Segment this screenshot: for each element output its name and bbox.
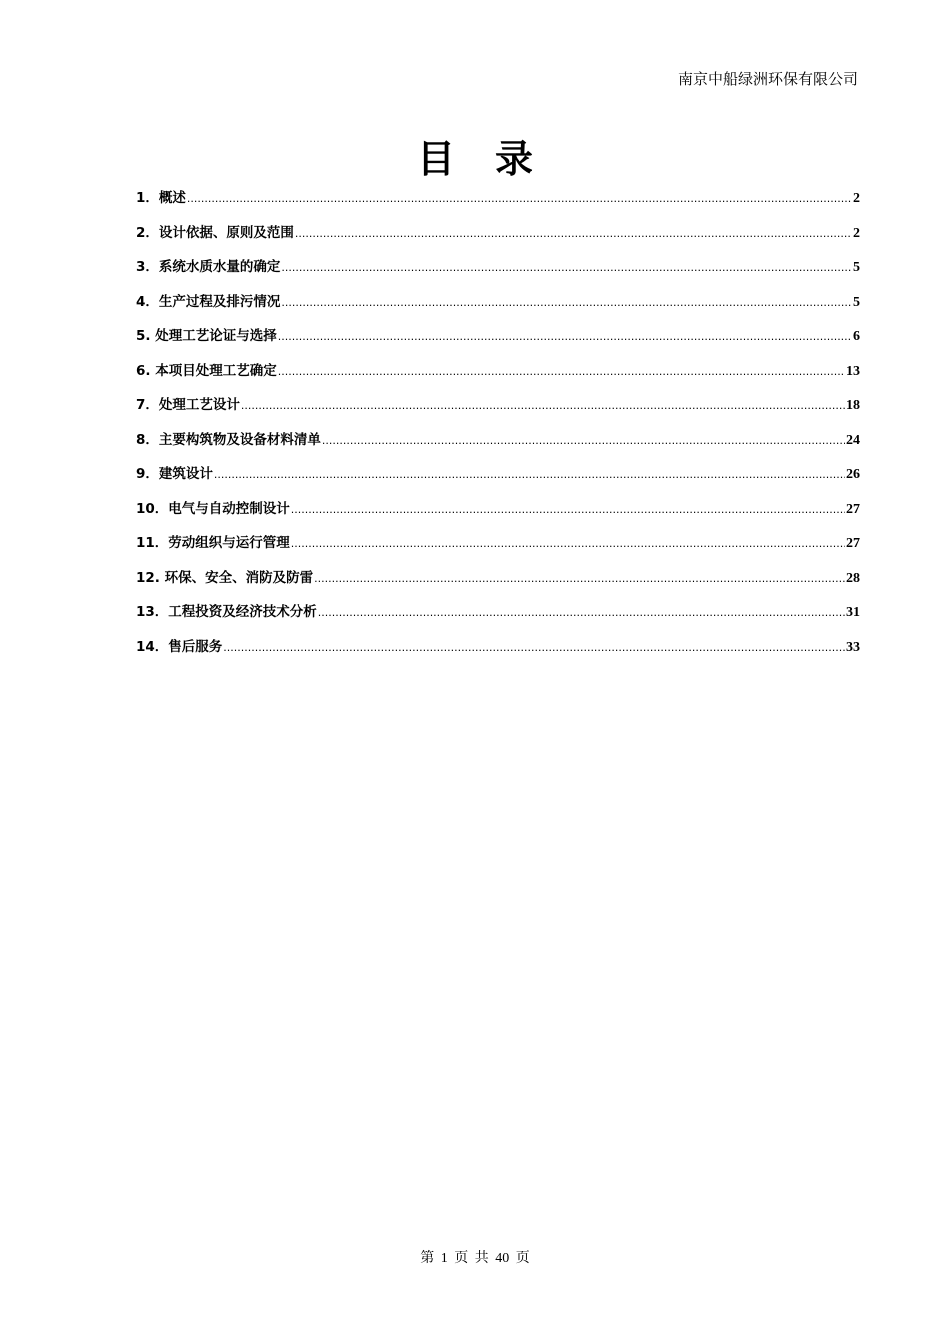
- toc-entry-page: 27: [846, 501, 860, 517]
- toc-leader-dots: [278, 330, 852, 343]
- toc-entry[interactable]: [136, 186, 860, 221]
- toc-entry[interactable]: [136, 324, 860, 359]
- toc-leader-dots: [223, 641, 845, 654]
- toc-entry-page: 2: [853, 191, 860, 206]
- toc-entry-label: 12. 环保、安全、消防及防雷: [136, 569, 314, 586]
- toc-entry-label: 4．生产过程及排污情况: [136, 293, 281, 310]
- toc-entry[interactable]: [136, 428, 860, 463]
- toc-entry-page: 31: [846, 605, 860, 620]
- toc-entry-label: 9．建筑设计: [136, 466, 213, 482]
- toc-entry-label: 13．工程投资及经济技术分析: [136, 604, 317, 620]
- toc-entry-label: 1．概述: [136, 190, 186, 206]
- toc-entry-label: 8．主要构筑物及设备材料清单: [136, 431, 321, 448]
- toc-leader-dots: [214, 468, 845, 481]
- toc-entry[interactable]: [136, 255, 860, 290]
- toc-entry-page: 18: [846, 398, 860, 413]
- toc-leader-dots: [281, 261, 852, 274]
- toc-entry-label: 5. 处理工艺论证与选择: [136, 328, 277, 344]
- page-title: 目录: [416, 137, 573, 181]
- toc-entry-label: 2．设计依据、原则及范围: [136, 224, 294, 241]
- toc-entry[interactable]: [136, 497, 860, 532]
- toc-entry-label: 11．劳动组织与运行管理: [136, 535, 290, 551]
- toc-entry-page: 24: [846, 432, 860, 448]
- toc-entry[interactable]: [136, 531, 860, 566]
- toc-entry-page: 26: [846, 467, 860, 482]
- toc-entry[interactable]: [136, 393, 860, 428]
- toc-leader-dots: [295, 227, 852, 240]
- toc-entry-page: 5: [853, 260, 860, 275]
- toc-entry-page: 6: [853, 329, 860, 344]
- toc-entry-label: 6. 本项目处理工艺确定: [136, 362, 277, 379]
- toc-entry[interactable]: [136, 600, 860, 635]
- toc-entry[interactable]: [136, 221, 860, 256]
- toc-leader-dots: [281, 296, 852, 309]
- toc-leader-dots: [322, 434, 845, 447]
- toc-entry-page: 28: [846, 570, 860, 586]
- toc-entry-page: 5: [853, 294, 860, 310]
- toc-entry-page: 33: [846, 639, 860, 655]
- toc-entry-page: 27: [846, 536, 860, 551]
- toc-entry[interactable]: [136, 635, 860, 670]
- toc-entry-page: 13: [846, 363, 860, 379]
- toc-leader-dots: [291, 537, 845, 550]
- toc-entry-page: 2: [853, 225, 860, 241]
- toc-entry[interactable]: [136, 462, 860, 497]
- table-of-contents: [136, 186, 860, 669]
- header-company: 南京中船绿洲环保有限公司: [677, 70, 858, 88]
- toc-entry-label: 10．电气与自动控制设计: [136, 500, 290, 517]
- toc-leader-dots: [314, 572, 845, 585]
- toc-entry[interactable]: [136, 566, 860, 601]
- toc-entry-label: 3．系统水质水量的确定: [136, 259, 281, 275]
- toc-leader-dots: [187, 192, 852, 205]
- toc-entry[interactable]: [136, 359, 860, 394]
- toc-leader-dots: [291, 503, 845, 516]
- toc-entry-label: 14．售后服务: [136, 638, 223, 655]
- toc-entry-label: 7．处理工艺设计: [136, 397, 240, 413]
- toc-leader-dots: [241, 399, 845, 412]
- toc-entry[interactable]: [136, 290, 860, 325]
- toc-leader-dots: [318, 606, 845, 619]
- toc-leader-dots: [278, 365, 845, 378]
- page-footer: 第 1 页 共 40 页: [420, 1251, 530, 1266]
